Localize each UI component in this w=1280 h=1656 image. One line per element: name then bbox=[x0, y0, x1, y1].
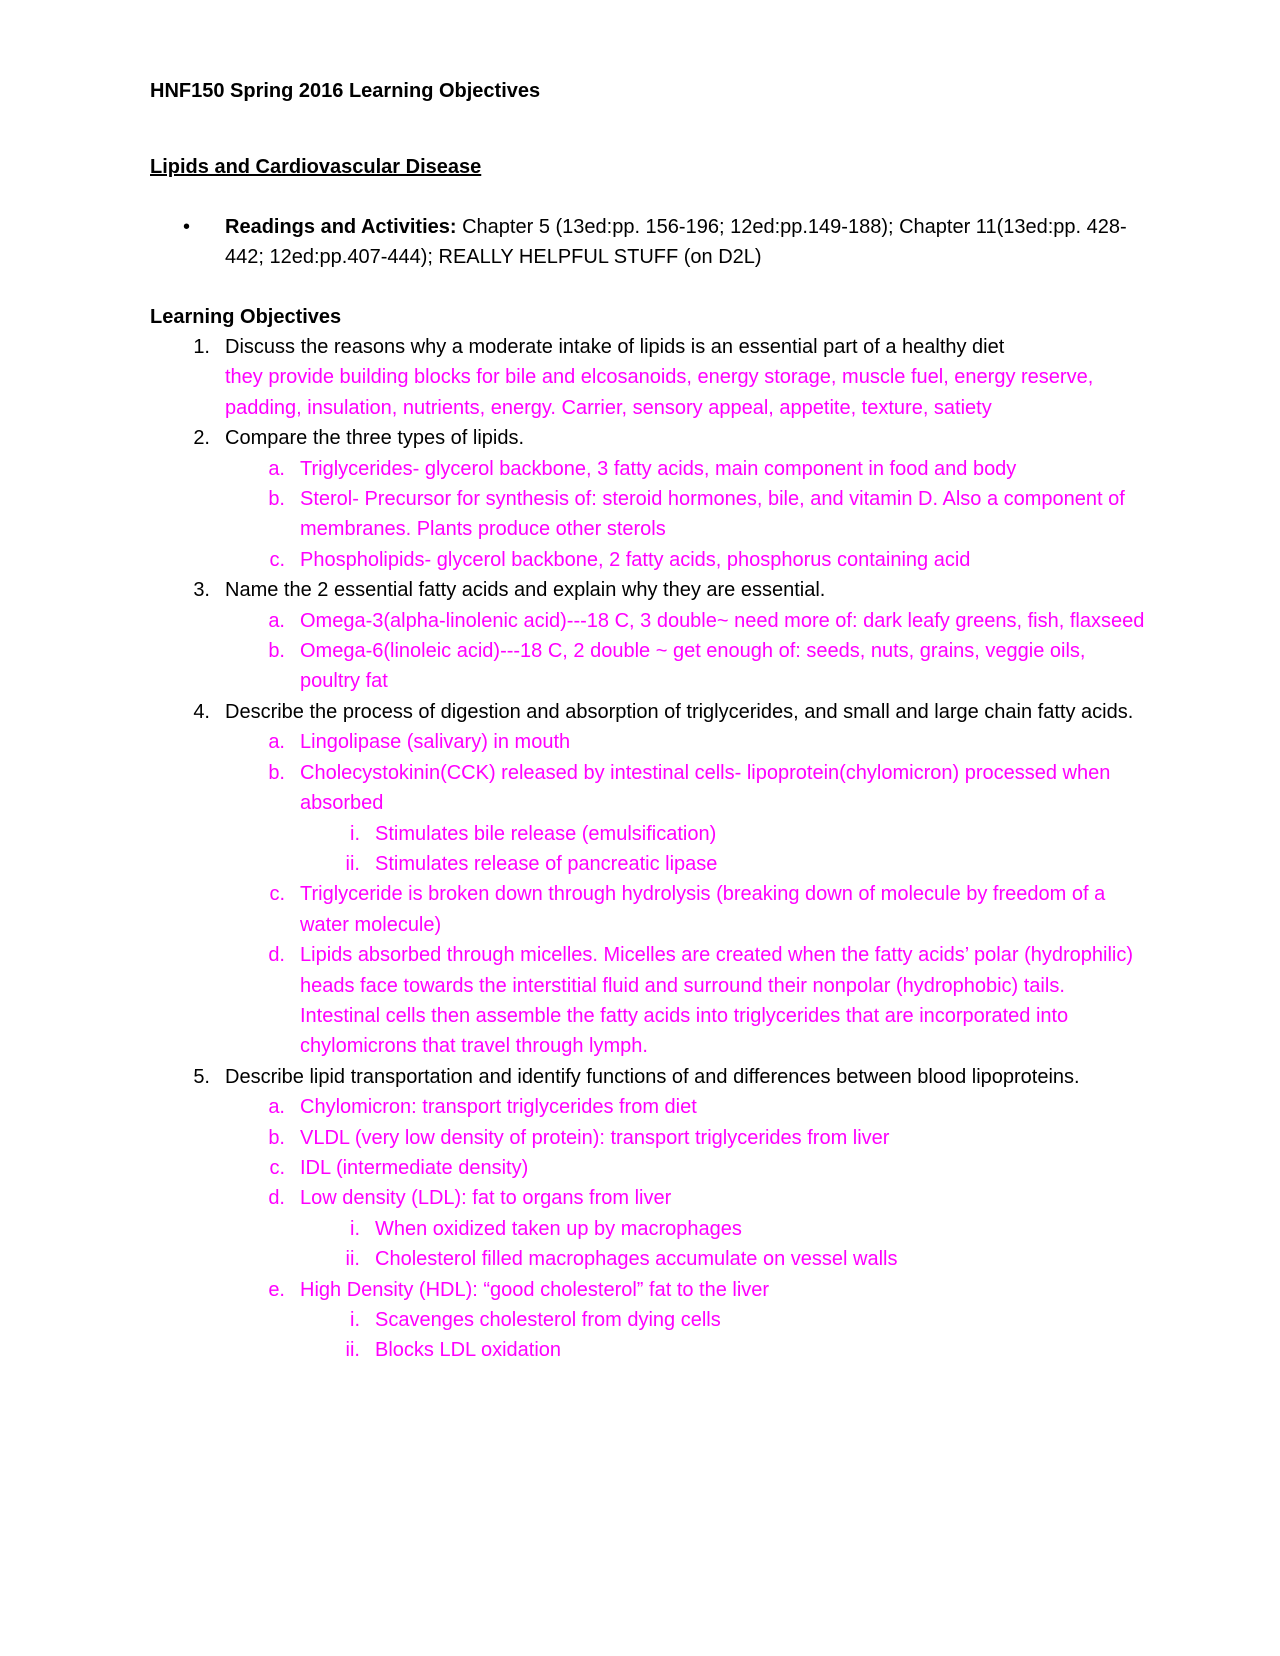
answer-item bbox=[150, 454, 1150, 484]
list-marker: b. bbox=[268, 640, 285, 663]
readings-label: Readings and Activities: bbox=[225, 216, 457, 238]
list-marker: 5. bbox=[193, 1065, 210, 1088]
list-marker: c. bbox=[269, 548, 285, 571]
answer-item bbox=[150, 1153, 1150, 1183]
answer-item bbox=[150, 849, 1150, 879]
document-page bbox=[150, 76, 1150, 1366]
section-title: Lipids and Cardiovascular Disease bbox=[150, 156, 482, 178]
list-marker: ii. bbox=[345, 1339, 360, 1362]
item-text: Describe the process of digestion and absorption of triglycerides, and small and large chain fatty acids. bbox=[225, 700, 1134, 723]
item-text: Triglycerides- glycerol backbone, 3 fatty acids, main component in food and body bbox=[300, 457, 1017, 480]
item-text: VLDL (very low density of protein): transport triglycerides from liver bbox=[300, 1126, 890, 1149]
answer-item bbox=[150, 545, 1150, 575]
item-text: Omega-3(alpha-linolenic acid)---18 C, 3 double~ need more of: dark leafy greens, fish, flaxseed bbox=[300, 609, 1145, 632]
answer-item bbox=[150, 879, 1150, 940]
item-text: Lingolipase (salivary) in mouth bbox=[300, 731, 571, 754]
objectives-list bbox=[150, 332, 1150, 1366]
list-marker: 1. bbox=[193, 336, 210, 358]
answer-item bbox=[150, 758, 1150, 819]
answer-item bbox=[150, 362, 1150, 423]
list-marker: i. bbox=[350, 1309, 360, 1331]
list-marker: b. bbox=[268, 761, 285, 784]
answer-item bbox=[150, 1244, 1150, 1274]
list-marker: 3. bbox=[193, 579, 210, 602]
bullet-icon: • bbox=[183, 216, 191, 238]
list-marker: a. bbox=[268, 457, 285, 480]
item-text: Name the 2 essential fatty acids and explain why they are essential. bbox=[225, 579, 826, 602]
answer-item bbox=[150, 606, 1150, 636]
list-marker: b. bbox=[268, 1126, 285, 1149]
readings-text: Chapter 5 (13ed:pp. 156-196; 12ed:pp.149-188); Chapter 11(13ed:pp. 428-442; 12ed:pp.407-444); REALLY HELPFUL STUFF (on D2L) bbox=[225, 216, 1127, 268]
list-marker: i. bbox=[350, 822, 360, 845]
objective-item bbox=[150, 1062, 1150, 1092]
answer-item bbox=[150, 727, 1150, 757]
list-marker: c. bbox=[269, 883, 285, 906]
list-marker: i. bbox=[350, 1217, 360, 1240]
item-text: Lipids absorbed through micelles. Micelles are created when the fatty acids’ polar (hydrophilic) heads face towards the interstitial fluid and surround their nonpolar (hydrophobic) tails. Intestinal cells then assemble the fatty acids into triglycerides that are incorporated into chylomicrons that travel through lymph. bbox=[300, 944, 1134, 1058]
item-text: Scavenges cholesterol from dying cells bbox=[375, 1309, 721, 1331]
answer-item bbox=[150, 1214, 1150, 1244]
list-marker: 2. bbox=[193, 427, 210, 450]
item-text: Omega-6(linoleic acid)---18 C, 2 double ~ get enough of: seeds, nuts, grains, veggie oils, poultry fat bbox=[300, 640, 1086, 693]
item-text: Phospholipids- glycerol backbone, 2 fatty acids, phosphorus containing acid bbox=[300, 548, 971, 571]
item-text: Blocks LDL oxidation bbox=[375, 1339, 562, 1362]
answer-item bbox=[150, 1305, 1150, 1335]
answer-item bbox=[150, 636, 1150, 697]
item-text: Stimulates bile release (emulsification) bbox=[375, 822, 717, 845]
document-title: HNF150 Spring 2016 Learning Objectives bbox=[150, 80, 541, 102]
item-text: Stimulates release of pancreatic lipase bbox=[375, 852, 718, 875]
answer-item bbox=[150, 1183, 1150, 1213]
answer-item bbox=[150, 1123, 1150, 1153]
answer-item bbox=[150, 1092, 1150, 1122]
objective-item bbox=[150, 332, 1150, 362]
list-marker: d. bbox=[268, 944, 285, 967]
list-marker: ii. bbox=[345, 852, 360, 875]
item-text: Sterol- Precursor for synthesis of: steroid hormones, bile, and vitamin D. Also a component of membranes. Plants produce other sterols bbox=[300, 488, 1125, 541]
item-text: Cholesterol filled macrophages accumulate on vessel walls bbox=[375, 1248, 898, 1271]
item-text: Chylomicron: transport triglycerides from diet bbox=[300, 1096, 697, 1119]
objective-item bbox=[150, 575, 1150, 605]
item-text: IDL (intermediate density) bbox=[300, 1156, 529, 1179]
answer-item bbox=[150, 1275, 1150, 1305]
answer-item bbox=[150, 1335, 1150, 1365]
answer-item bbox=[150, 819, 1150, 849]
item-text: Cholecystokinin(CCK) released by intestinal cells- lipoprotein(chylomicron) processed when absorbed bbox=[300, 761, 1111, 815]
answer-item bbox=[150, 484, 1150, 545]
list-marker: a. bbox=[268, 609, 285, 632]
item-text: Triglyceride is broken down through hydrolysis (breaking down of molecule by freedom of a water molecule) bbox=[300, 883, 1106, 936]
objectives-heading: Learning Objectives bbox=[150, 306, 342, 328]
list-marker: ii. bbox=[345, 1248, 360, 1271]
item-text: When oxidized taken up by macrophages bbox=[375, 1217, 742, 1240]
list-marker: a. bbox=[268, 731, 285, 754]
answer-item bbox=[150, 940, 1150, 1062]
item-text: Describe lipid transportation and identify functions of and differences between blood lipoproteins. bbox=[225, 1065, 1080, 1088]
list-marker: 4. bbox=[193, 700, 210, 723]
list-marker: a. bbox=[268, 1096, 285, 1119]
list-marker: d. bbox=[268, 1187, 285, 1210]
list-marker: e. bbox=[268, 1278, 285, 1301]
item-text: High Density (HDL): “good cholesterol” fat to the liver bbox=[300, 1278, 770, 1301]
objective-item bbox=[150, 423, 1150, 453]
list-marker: c. bbox=[269, 1156, 285, 1179]
objective-item bbox=[150, 697, 1150, 727]
item-text: Low density (LDL): fat to organs from liver bbox=[300, 1187, 672, 1210]
item-text: Discuss the reasons why a moderate intake of lipids is an essential part of a healthy diet bbox=[225, 336, 1005, 358]
item-text: Compare the three types of lipids. bbox=[225, 427, 525, 450]
list-marker: b. bbox=[268, 488, 285, 511]
readings-bullet bbox=[150, 212, 1150, 272]
item-text: they provide building blocks for bile and elcosanoids, energy storage, muscle fuel, energy reserve, padding, insulation, nutrients, energy. Carrier, sensory appeal, appetite, texture, satiety bbox=[225, 366, 1094, 419]
